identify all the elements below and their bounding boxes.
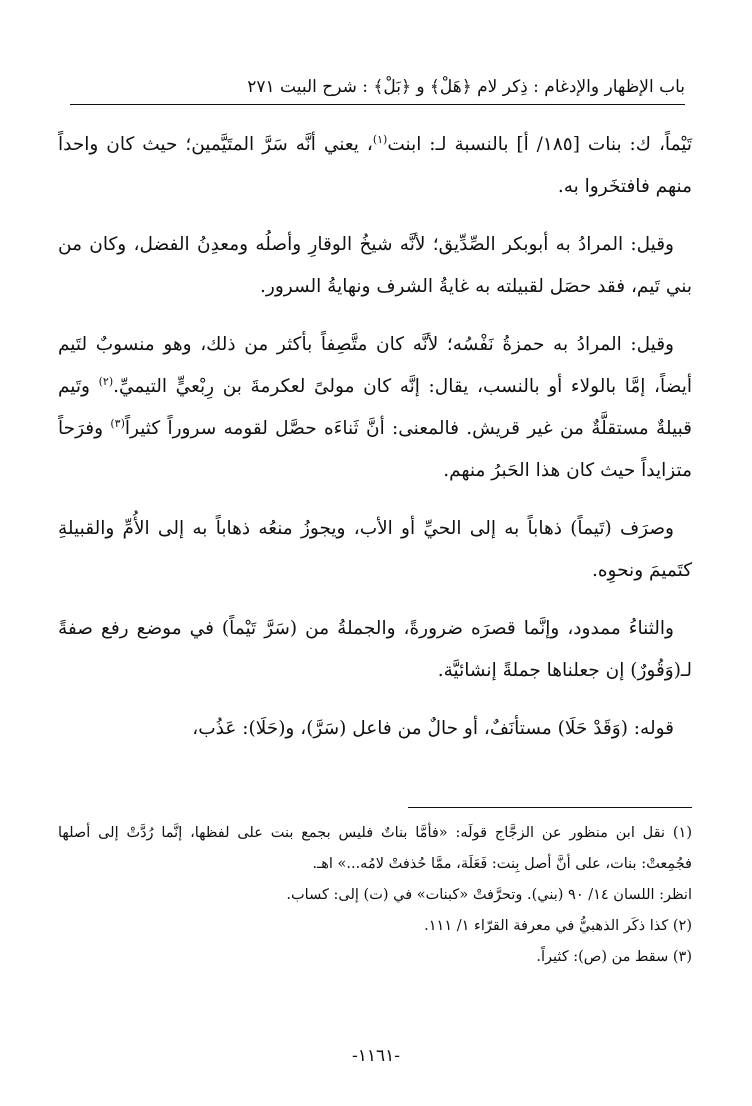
paragraph-1: تَيْماً، ك: بنات [١٨٥/ أ] بالنسبة لـ: ابنت$^{(١)}$، يعني أنَّه سَرَّ المتَيَّمين؛ حيث كان واحداً منهم فافتخَروا به. [58,132,692,197]
page-number: -١١٦١- [351,1046,401,1066]
footnotes [58,818,692,973]
paragraph-2: وقيل: المرادُ به أبوبكر الصِّدِّيق؛ لأنَّه شيخُ الوقارِ وأصلُه ومعدِنُ الفضل، وكان من بني تَيم، فقد حصَل لقبيلته به غايةُ الشرف ونهايةُ السرور. [58,234,692,297]
main-text [58,124,692,766]
footnote-1-reference: انظر: اللسان ١٤/ ٩٠ (بني). وتحرَّفتْ «كبنات» في (ت) إلى: كساب. [286,887,692,903]
footnote-2: (٢) كذا ذكَر الذهبيُّ في معرفة القرّاء ١/ ١١١. [424,918,692,934]
paragraph-5: والثناءُ ممدود، وإنَّما قصرَه ضرورةً، والجملةُ من (سَرَّ تَيْماً) في موضع رفع صفةً لـ(وَقُورٌ) إن جعلناها جملةً إنشائيَّة. [58,618,692,681]
footnote-ref-3: (٣) [110,416,125,430]
paragraph-4: وصرَف (تَيماً) ذهاباً به إلى الحيِّ أو الأب، ويجوزُ منعُه ذهاباً به إلى الأُمِّ والقبيلةِ كتَميمَ ونحوِه. [58,518,692,581]
footnote-ref-2: (٢) [98,374,114,388]
paragraph-6: قوله: (وَقَدْ حَلَا) مستأنَفٌ، أو حالٌ من فاعل (سَرَّ)، و(حَلَا): عَذُب، [192,718,674,739]
footnote-1: (١) نقل ابن منظور عن الزجَّاج قولَه: «فأمَّا بناتٌ فليس بجمع بنت على لفظها، إنَّما رُدَّتْ إلى أصلها فجُمِعتْ: بنات، على أنَّ أصل بِنت: فَعَلَة، ممَّا حُذفتْ لامُه...» اهـ. [58,825,692,872]
footnote-ref-1: (١) [372,132,388,146]
paragraph-3: وقيل: المرادُ به حمزةُ نَفْسُه؛ لأنَّه كان متَّصِفاً بأكثر من ذلك، وهو منسوبٌ لتَيم أيضاً، إمَّا بالولاء أو بالنسب، يقال: إنَّه كان مولىً لعكرمةَ بن رِبْعيٍّ التيميِّ.$^{(٢)}$ وتَيم قبيلةٌ مستقلَّةٌ من غير قريش. فالمعنى: أنَّ ثَناءَه حصَّل لقومه سروراً كثيراً$^{(٣)}$ وفرَحاً متزايداً حيث كان هذا الحَبرُ منهم. [58,334,692,481]
running-title: باب الإظهار والإدغام : ذِكر لام ﴿هَلْ﴾ و ﴿بَلْ﴾ : شرح البيت ٢٧١ [247,77,685,97]
running-header [70,70,685,105]
footnote-3: (٣) سقط من (ص): كثيراً. [536,949,692,965]
footnote-separator [408,807,692,808]
